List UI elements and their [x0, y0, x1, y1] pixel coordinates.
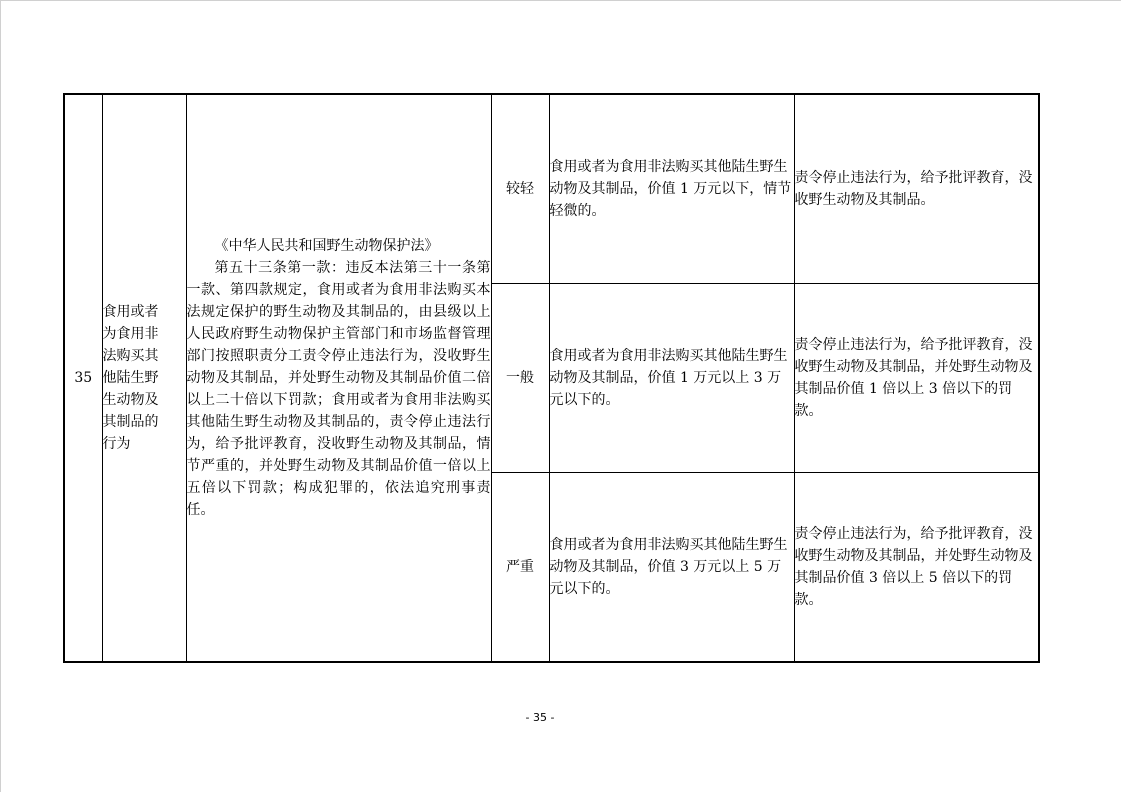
table-row	[64, 94, 1039, 283]
row-number: 35	[64, 94, 102, 662]
violation-condition: 食用或者为食用非法购买其他陆生野生动物及其制品，价值 1 万元以上 3 万元以下的。	[549, 283, 794, 472]
violation-item-name: 食用或者为食用非法购买其他陆生野生动物及其制品的行为	[102, 304, 159, 452]
violation-condition: 食用或者为食用非法购买其他陆生野生动物及其制品，价值 1 万元以下，情节轻微的。	[549, 94, 794, 283]
severity-level: 较轻	[491, 94, 549, 283]
severity-level: 一般	[491, 283, 549, 472]
penalty-standard: 责令停止违法行为，给予批评教育，没收野生动物及其制品。	[794, 94, 1039, 283]
violation-item-cell	[102, 94, 186, 662]
penalty-standard-table	[63, 93, 1040, 663]
law-title: 《中华人民共和国野生动物保护法》	[214, 238, 439, 254]
page-edge-top	[0, 0, 1121, 1]
penalty-standard: 责令停止违法行为，给予批评教育，没收野生动物及其制品，并处野生动物及其制品价值 1 倍以上 3 倍以下的罚款。	[794, 283, 1039, 472]
penalty-standard: 责令停止违法行为，给予批评教育，没收野生动物及其制品，并处野生动物及其制品价值 3 倍以上 5 倍以下的罚款。	[794, 472, 1039, 662]
legal-basis-cell	[186, 94, 491, 662]
violation-condition: 食用或者为食用非法购买其他陆生野生动物及其制品，价值 3 万元以上 5 万元以下的。	[549, 472, 794, 662]
law-article-text: 第五十三条第一款：违反本法第三十一条第一款、第四款规定，食用或者为食用非法购买本法规定保护的野生动物及其制品的，由县级以上人民政府野生动物保护主管部门和市场监督管理部门按照职责分工责令停止违法行为，没收野生动物及其制品，并处野生动物及其制品价值二倍以上二十倍以下罚款；食用或者为食用非法购买其他陆生野生动物及其制品的，责令停止违法行为，给予批评教育，没收野生动物及其制品，情节严重的，并处野生动物及其制品价值一倍以上五倍以下罚款；构成犯罪的，依法追究刑事责任。	[186, 260, 491, 518]
page-edge-left	[0, 0, 1, 792]
severity-level: 严重	[491, 472, 549, 662]
page-number: - 35 -	[525, 711, 555, 724]
